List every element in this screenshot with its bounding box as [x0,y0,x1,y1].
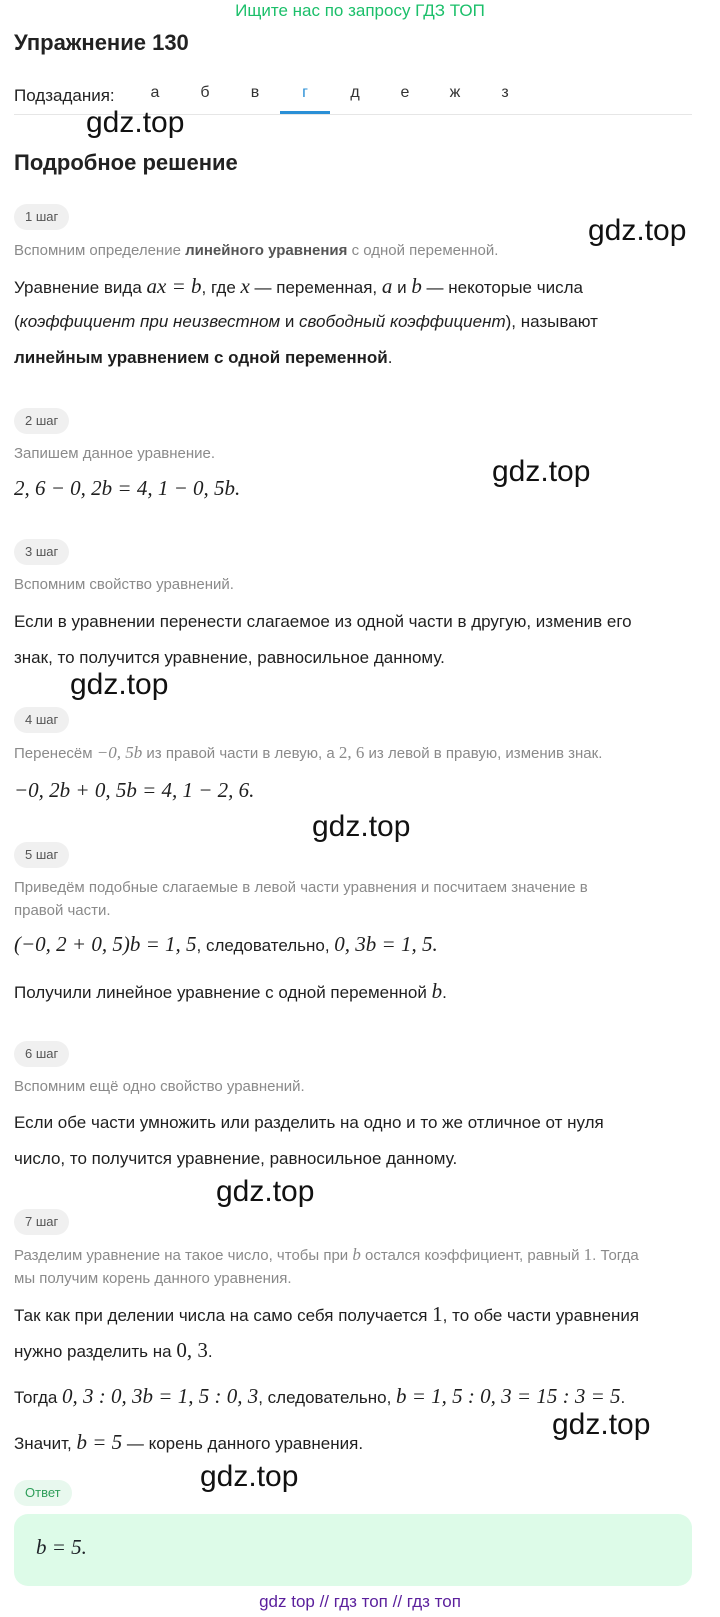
step-badge: 3 шаг [14,539,69,565]
footer-links[interactable]: gdz top // гдз топ // гдз топ [259,1592,461,1611]
subtask-tab-a[interactable]: а [150,84,160,101]
step-hint: Вспомним определение линейного уравнения с одной переменной. [14,242,499,259]
subtask-tab-d[interactable]: д [350,84,360,101]
step-badge: 1 шаг [14,204,69,230]
subtask-tab-g[interactable]: г [280,84,330,114]
step-badge: 7 шаг [14,1209,69,1235]
step-hint: Перенесём −0, 5b из правой части в левую, а 2, 6 из левой в правую, изменив знак. [14,743,603,762]
watermark: gdz.top [492,455,591,488]
subtask-tab-zh[interactable]: ж [449,84,461,101]
watermark: gdz.top [552,1408,651,1441]
watermark: gdz.top [70,668,169,701]
answer-box [14,1514,692,1586]
step-hint: Разделим уравнение на такое число, чтобы при b остался коэффициент, равный 1. Тогда [14,1245,639,1264]
step-text: (коэффициент при неизвестном и свободный коэффициент), называют [14,312,598,331]
watermark: gdz.top [588,214,687,247]
step-text: линейным уравнением с одной переменной. [14,348,393,367]
watermark: gdz.top [86,106,185,139]
answer-badge: Ответ [14,1480,72,1506]
step-equation: −0, 2b + 0, 5b = 4, 1 − 2, 6. [14,778,255,802]
step-text: Значит, b = 5 — корень данного уравнения. [14,1430,364,1454]
step-hint: Запишем данное уравнение. [14,445,216,462]
step-text: нужно разделить на 0, 3. [14,1338,213,1362]
subtask-tab-b[interactable]: б [200,84,210,101]
step-text: Если в уравнении перенести слагаемое из одной части в другую, изменив его [14,612,632,631]
step-hint: мы получим корень данного уравнения. [14,1270,292,1287]
watermark: gdz.top [200,1460,299,1493]
step-hint: Приведём подобные слагаемые в левой части уравнения и посчитаем значение в [14,879,588,896]
page-title: Упражнение 130 [14,30,189,55]
watermark: gdz.top [312,810,411,843]
step-text: Если обе части умножить или разделить на одно и то же отличное от нуля [14,1113,604,1132]
watermark: gdz.top [216,1175,315,1208]
step-text: Получили линейное уравнение с одной переменной b. [14,979,447,1003]
step-text: Так как при делении числа на само себя получается 1, то обе части уравнения [14,1302,640,1326]
subtask-tab-v[interactable]: в [250,84,260,101]
step-hint: Вспомним свойство уравнений. [14,576,234,593]
step-hint: правой части. [14,902,111,919]
step-text: Уравнение вида ax = b, где x — переменная, a и b — некоторые числа [14,274,583,298]
step-text: Тогда 0, 3 : 0, 3b = 1, 5 : 0, 3, следовательно, b = 1, 5 : 0, 3 = 15 : 3 = 5. [14,1384,626,1408]
solution-title: Подробное решение [14,150,238,175]
step-hint: Вспомним ещё одно свойство уравнений. [14,1078,305,1095]
step-badge: 5 шаг [14,842,69,868]
answer-value: b = 5. [36,1535,87,1559]
subtasks-tabs [130,84,530,114]
step-badge: 6 шаг [14,1041,69,1067]
subtask-tab-z[interactable]: з [501,84,509,101]
step-equation: (−0, 2 + 0, 5)b = 1, 5, следовательно, 0, 3b = 1, 5. [14,932,438,956]
step-text: число, то получится уравнение, равносильное данному. [14,1149,458,1168]
subtasks-label: Подзадания: [14,86,115,105]
search-banner: Ищите нас по запросу ГДЗ ТОП [235,1,485,20]
step-badge: 4 шаг [14,707,69,733]
step-text: знак, то получится уравнение, равносильное данному. [14,648,445,667]
step-equation: 2, 6 − 0, 2b = 4, 1 − 0, 5b. [14,476,241,500]
step-badge: 2 шаг [14,408,69,434]
subtask-tab-e[interactable]: е [400,84,410,101]
